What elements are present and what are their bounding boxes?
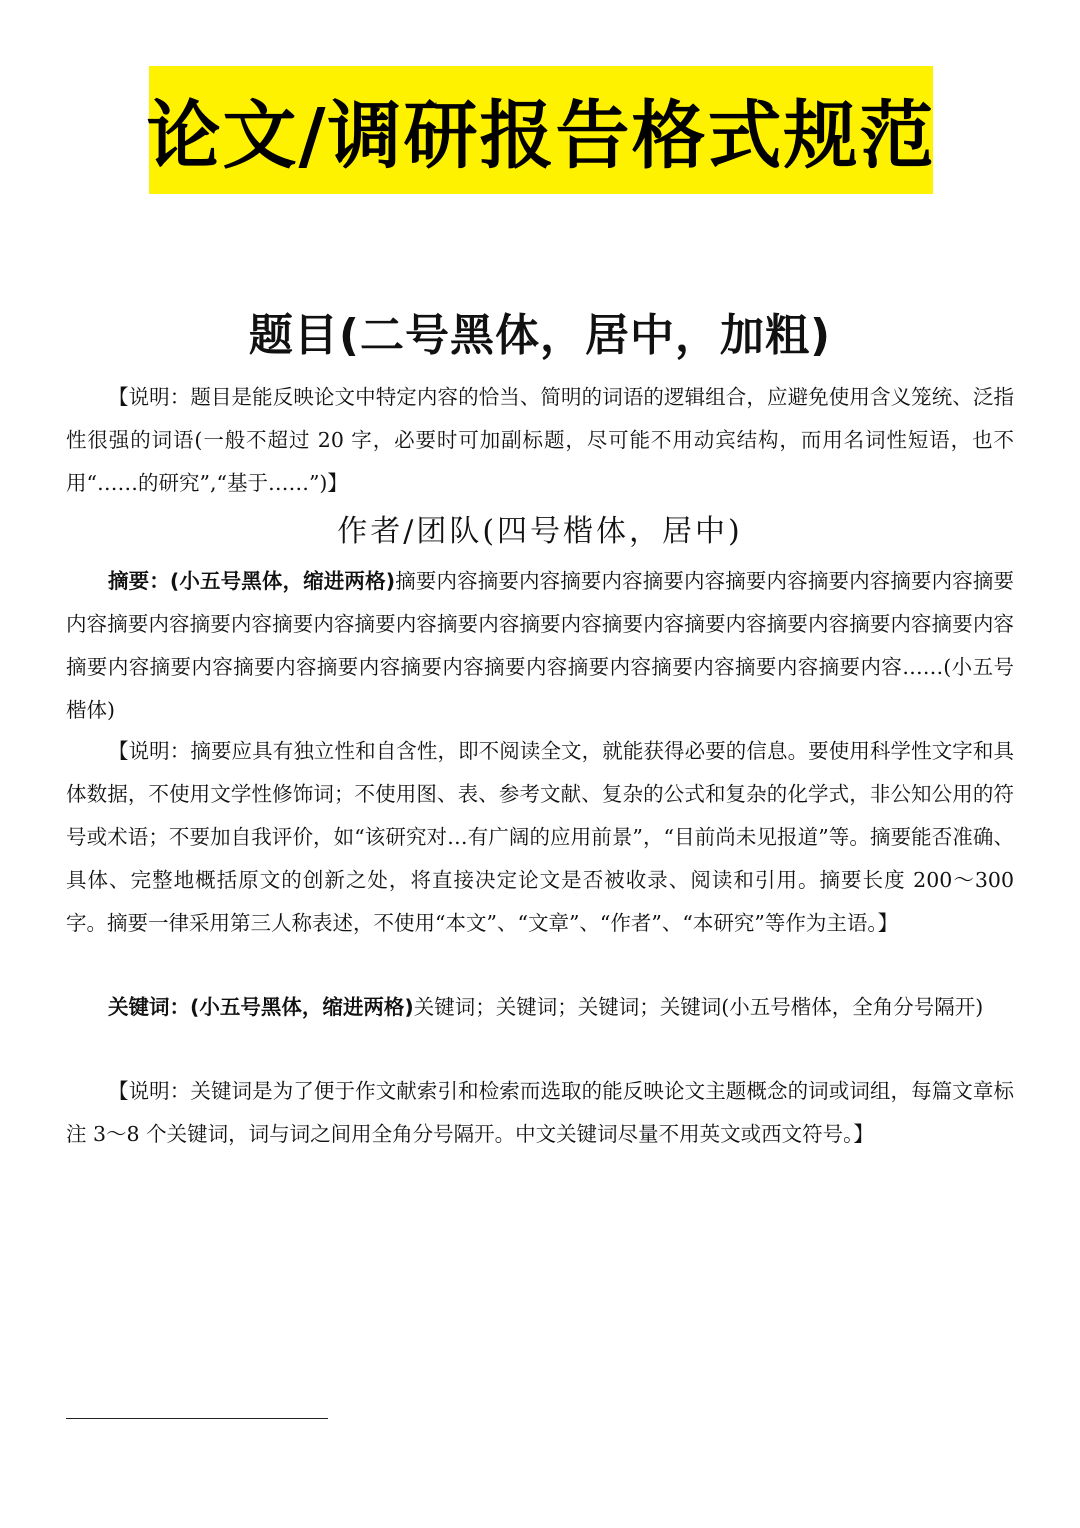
author-instruction: 作者/团队(四号楷体，居中) [337, 514, 743, 549]
keywords-note: 【说明：关键词是为了便于作文献索引和检索而选取的能反映论文主题概念的词或词组，每篇文章标注 3～8 个关键词，词与词之间用全角分号隔开。中文关键词尽量不用英文或西文符号。】 [66, 1079, 1014, 1146]
banner-title: 论文/调研报告格式规范 [146, 93, 936, 179]
title-banner [146, 66, 936, 194]
paper-title-instruction: 题目(二号黑体，居中，加粗) [248, 310, 832, 361]
keywords-paragraph [66, 986, 1014, 1029]
abstract-label: 摘要：(小五号黑体，缩进两格) [108, 569, 396, 593]
keywords-body: 关键词；关键词；关键词；关键词(小五号楷体，全角分号隔开) [413, 995, 984, 1019]
keywords-label: 关键词：(小五号黑体，缩进两格) [108, 995, 414, 1019]
footnote-divider [66, 1418, 328, 1419]
abstract-paragraph [66, 560, 1014, 732]
abstract-body: 摘要内容摘要内容摘要内容摘要内容摘要内容摘要内容摘要内容摘要内容摘要内容摘要内容摘要内容摘要内容摘要内容摘要内容摘要内容摘要内容摘要内容摘要内容摘要内容摘要内容摘要内容摘要内容摘要内容摘要内容摘要内容摘要内容摘要内容摘要内容摘要内容……(小五号楷体) [66, 569, 1014, 722]
title-note: 【说明：题目是能反映论文中特定内容的恰当、简明的词语的逻辑组合，应避免使用含义笼统、泛指性很强的词语(一般不超过 20 字，必要时可加副标题，尽可能不用动宾结构，而用名词性短语，也不用“……的研究”,“基于……”)】 [66, 385, 1014, 495]
abstract-note: 【说明：摘要应具有独立性和自含性，即不阅读全文，就能获得必要的信息。要使用科学性文字和具体数据，不使用文学性修饰词；不使用图、表、参考文献、复杂的公式和复杂的化学式，非公知公用的符号或术语；不要加自我评价，如“该研究对…有广阔的应用前景”，“目前尚未见报道”等。摘要能否准确、具体、完整地概括原文的创新之处，将直接决定论文是否被收录、阅读和引用。摘要长度 200～300 字。摘要一律采用第三人称表述，不使用“本文”、“文章”、“作者”、“本研究”等作为主语。】 [66, 739, 1014, 935]
